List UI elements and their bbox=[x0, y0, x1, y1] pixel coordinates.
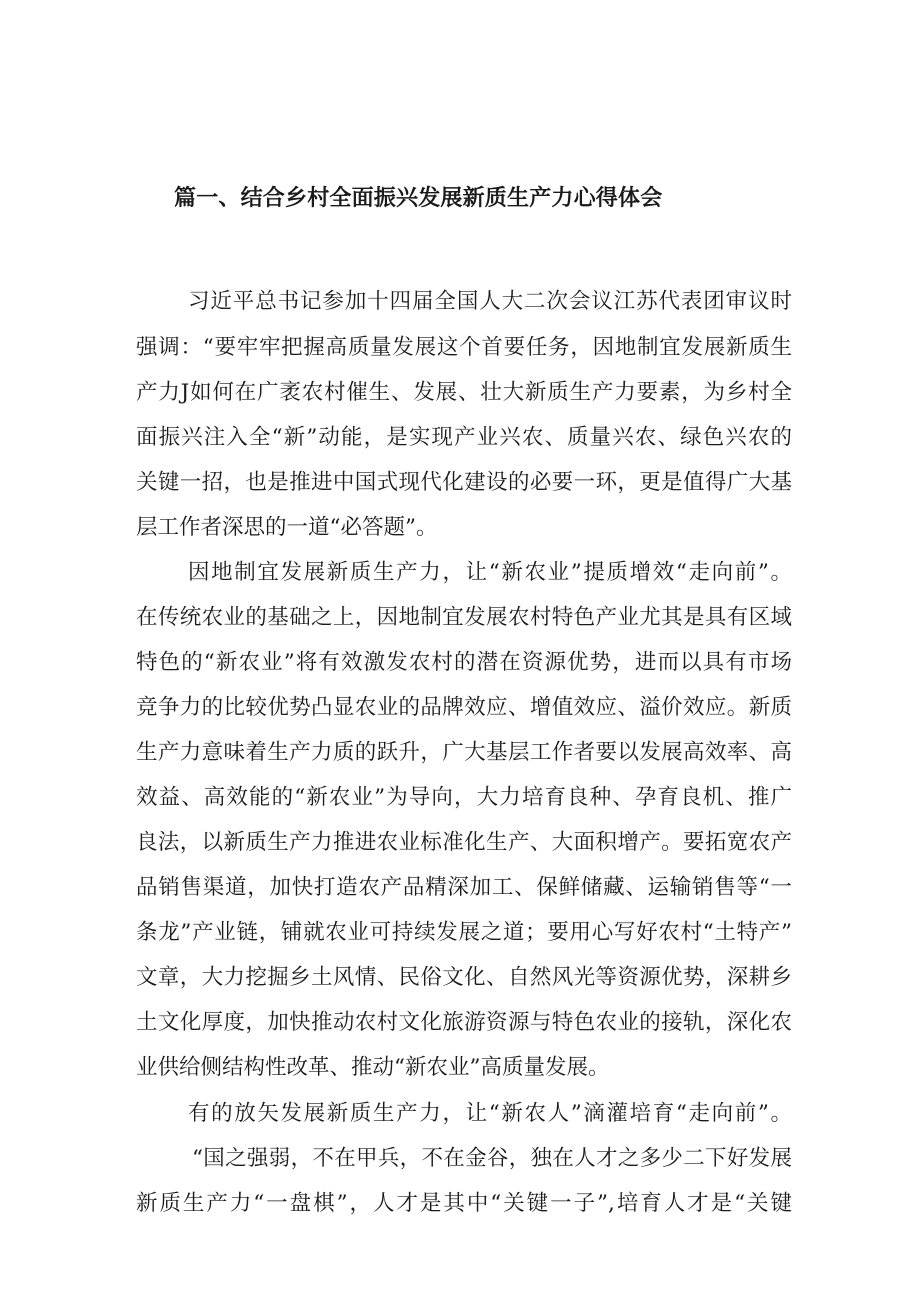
paragraph-line: 文章，大力挖掘乡土风情、民俗文化、自然风光等资源优势，深耕乡 bbox=[136, 965, 792, 990]
paragraph-line: 习近平总书记参加十四届全国人大二次会议江苏代表团审议时 bbox=[188, 289, 792, 314]
paragraph-line: “国之强弱，不在甲兵，不在金谷，独在人才之多少二下好发展 bbox=[192, 1146, 792, 1171]
paragraph-line: 在传统农业的基础之上，因地制宜发展农村特色产业尤其是具有区域 bbox=[136, 605, 792, 630]
paragraph-line: 产力J如何在广袤农村催生、发展、壮大新质生产力要素，为乡村全 bbox=[136, 380, 792, 405]
paragraph-line: 面振兴注入全“新”动能，是实现产业兴农、质量兴农、绿色兴农的 bbox=[136, 425, 792, 450]
paragraph-line: 土文化厚度，加快推动农村文化旅游资源与特色农业的接轨，深化农 bbox=[136, 1010, 792, 1035]
paragraph-line: 关键一招，也是推进中国式现代化建设的必要一环，更是值得广大基 bbox=[136, 470, 792, 495]
paragraph-line: 品销售渠道，加快打造农产品精深加工、保鲜储藏、运输销售等“一 bbox=[136, 875, 792, 900]
paragraph-line: 竞争力的比较优势凸显农业的品牌效应、增值效应、溢价效应。新质 bbox=[136, 695, 792, 720]
paragraph-line: 良法，以新质生产力推进农业标准化生产、大面积增产。要拓宽农产 bbox=[136, 830, 792, 855]
document-title: 篇一、结合乡村全面振兴发展新质生产力心得体会 bbox=[174, 186, 663, 211]
paragraph-line: 层工作者深思的一道“必答题”。 bbox=[136, 515, 438, 540]
paragraph-line: 有的放矢发展新质生产力，让“新农人”滴灌培育“走向前”。 bbox=[188, 1101, 792, 1126]
paragraph-line: 效益、高效能的“新农业”为导向，大力培育良种、孕育良机、推广 bbox=[136, 785, 792, 810]
paragraph-line: 生产力意味着生产力质的跃升，广大基层工作者要以发展高效率、高 bbox=[136, 740, 792, 765]
paragraph-line: 强调：“要牢牢把握高质量发展这个首要任务，因地制宜发展新质生 bbox=[136, 335, 792, 360]
paragraph-line: 条龙”产业链，铺就农业可持续发展之道；要用心写好农村“土特产” bbox=[136, 920, 792, 945]
paragraph-line: 新质生产力“一盘棋”，人才是其中“关键一子”,培育人才是“关键 bbox=[136, 1191, 792, 1216]
paragraph-line: 因地制宜发展新质生产力，让“新农业”提质增效“走向前”。 bbox=[188, 560, 792, 585]
paragraph-line: 业供给侧结构性改革、推动“新农业”高质量发展。 bbox=[136, 1055, 610, 1080]
paragraph-line: 特色的“新农业”将有效激发农村的潜在资源优势，进而以具有市场 bbox=[136, 650, 792, 675]
